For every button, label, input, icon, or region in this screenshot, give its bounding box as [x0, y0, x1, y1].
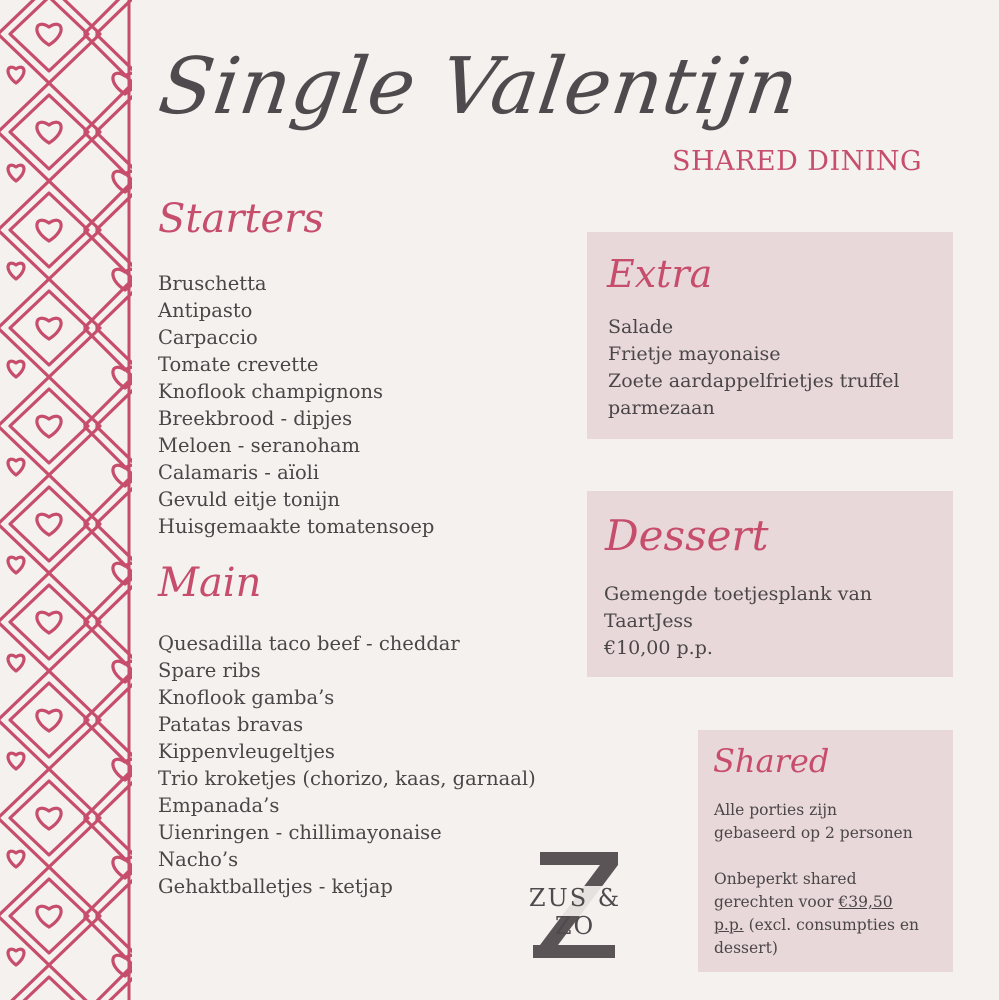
extra-heading: Extra	[607, 252, 713, 296]
starters-heading: Starters	[158, 196, 324, 242]
shared-price: €39,50	[838, 893, 893, 911]
shared-line: Onbeperkt shared	[714, 870, 857, 888]
list-item: Nacho’s	[158, 848, 239, 871]
list-item: Calamaris - aïoli	[158, 461, 320, 484]
extra-line: Frietje mayonaise	[608, 343, 781, 365]
list-item: Spare ribs	[158, 659, 261, 682]
main-list	[158, 630, 536, 900]
shared-line: Alle porties zijn	[714, 801, 838, 819]
dessert-heading: Dessert	[605, 511, 769, 560]
shared-line-part: (excl. consumpties en	[743, 916, 920, 934]
list-item: Quesadilla taco beef - cheddar	[158, 632, 460, 655]
shared-line: dessert)	[714, 939, 778, 957]
extra-line: parmezaan	[608, 397, 715, 419]
dessert-box	[587, 491, 953, 677]
dessert-line: TaartJess	[604, 610, 693, 632]
heart-border-pattern	[0, 0, 132, 1000]
shared-line	[714, 891, 919, 914]
starters-list	[158, 270, 434, 540]
logo-text: ZUS & ZO	[528, 884, 622, 940]
shared-line	[714, 914, 919, 937]
list-item: Patatas bravas	[158, 713, 304, 736]
list-item: Kippenvleugeltjes	[158, 740, 335, 763]
list-item: Antipasto	[158, 299, 253, 322]
list-item: Huisgemaakte tomatensoep	[158, 515, 435, 538]
dessert-line: Gemengde toetjesplank van	[604, 583, 873, 605]
extra-text	[608, 314, 899, 422]
main-heading: Main	[158, 560, 262, 606]
list-item: Knoflook gamba’s	[158, 686, 335, 709]
shared-pp: p.p.	[714, 916, 744, 934]
list-item: Uienringen - chillimayonaise	[158, 821, 442, 844]
list-item: Empanada’s	[158, 794, 280, 817]
shared-box	[698, 730, 953, 972]
shared-text-1	[714, 799, 913, 845]
shared-line-part: gerechten voor	[714, 893, 839, 911]
zus-en-zo-logo	[505, 850, 645, 960]
list-item: Trio kroketjes (chorizo, kaas, garnaal)	[158, 767, 536, 790]
extra-line: Zoete aardappelfrietjes truffel	[608, 370, 900, 392]
extra-box	[587, 232, 953, 439]
shared-line: gebaseerd op 2 personen	[714, 824, 913, 842]
page-subtitle: SHARED DINING	[672, 146, 923, 177]
dessert-line: €10,00 p.p.	[604, 637, 713, 659]
extra-line: Salade	[608, 316, 674, 338]
list-item: Carpaccio	[158, 326, 258, 349]
list-item: Bruschetta	[158, 272, 267, 295]
dessert-text	[604, 581, 872, 662]
page-title: Single Valentijn	[153, 42, 805, 132]
list-item: Meloen - seranoham	[158, 434, 361, 457]
shared-text-2	[714, 868, 919, 960]
list-item: Knoflook champignons	[158, 380, 384, 403]
list-item: Gehaktballetjes - ketjap	[158, 875, 393, 898]
list-item: Breekbrood - dipjes	[158, 407, 353, 430]
list-item: Tomate crevette	[158, 353, 319, 376]
shared-heading: Shared	[713, 742, 830, 780]
list-item: Gevuld eitje tonijn	[158, 488, 340, 511]
